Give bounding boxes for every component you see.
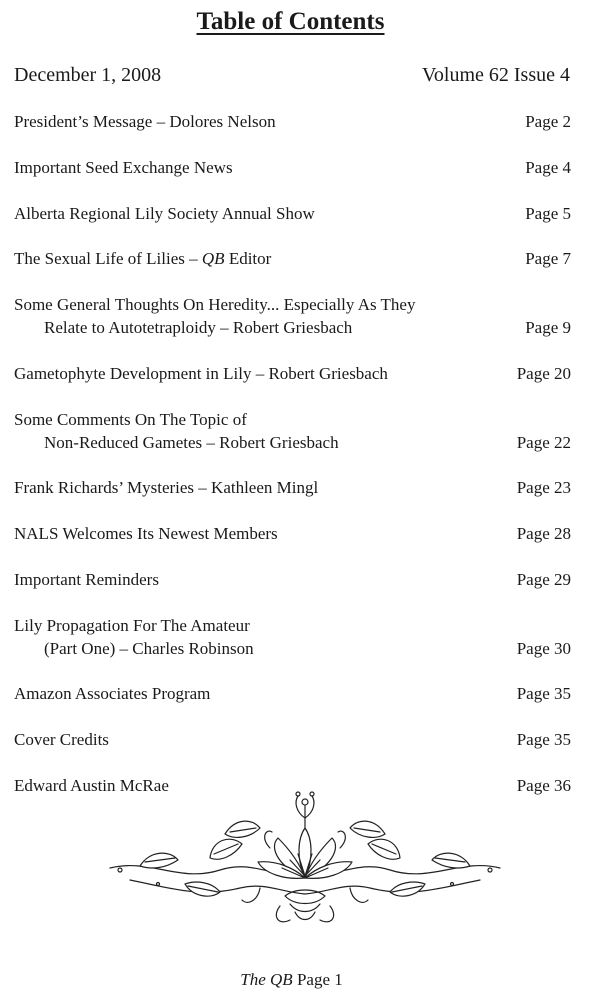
toc-entry-title: President’s Message – Dolores Nelson <box>14 112 276 131</box>
toc-entry-page: Page 20 <box>516 364 571 383</box>
toc-entry-page: Page 23 <box>516 478 571 497</box>
toc-entry-new-members[interactable] <box>14 522 571 545</box>
toc-entry-title-continued: Relate to Autotetraploidy – Robert Griesbach <box>44 318 353 337</box>
toc-entry-seed-exchange[interactable] <box>14 156 571 179</box>
toc-entry-title: Frank Richards’ Mysteries – Kathleen Mingl <box>14 478 319 497</box>
toc-entry-title-continued: Non-Reduced Gametes – Robert Griesbach <box>44 433 339 452</box>
toc-entry-page: Page 29 <box>516 570 571 589</box>
toc-entry-sexual-life-of-lilies[interactable] <box>14 247 571 270</box>
toc-entry-page: Page 28 <box>516 524 571 543</box>
toc-entry-title: Lily Propagation For The Amateur <box>14 616 250 635</box>
toc-entry-non-reduced-gametes[interactable] <box>14 408 571 454</box>
footer-publication: The QB <box>240 970 293 989</box>
toc-entry-heredity[interactable] <box>14 293 571 339</box>
toc-entry-presidents-message[interactable] <box>14 110 571 133</box>
toc-entry-title: Amazon Associates Program <box>14 684 211 703</box>
issue-volume: Volume 62 Issue 4 <box>422 64 570 86</box>
toc-entry-title: Some General Thoughts On Heredity... Especially As They <box>14 295 416 314</box>
toc-entry-title: Alberta Regional Lily Society Annual Show <box>14 204 315 223</box>
page-footer <box>0 970 583 990</box>
page-title: Table of Contents <box>196 8 385 35</box>
toc-entry-title-continued: (Part One) – Charles Robinson <box>44 639 254 658</box>
toc-entry-title: The Sexual Life of Lilies – QB Editor <box>14 249 272 268</box>
toc-entry-title: Cover Credits <box>14 730 109 749</box>
toc-entry-page: Page 35 <box>516 684 571 703</box>
floral-lily-ornament-icon <box>100 788 510 938</box>
toc-entry-title: Some Comments On The Topic of <box>14 410 247 429</box>
toc-entry-page: Page 5 <box>525 204 571 223</box>
toc-entry-page: Page 7 <box>525 249 571 268</box>
toc-entry-page: Page 9 <box>525 318 571 337</box>
toc-entry-cover-credits[interactable] <box>14 728 571 751</box>
toc-entry-page: Page 4 <box>525 158 571 177</box>
toc-entry-page: Page 2 <box>525 112 571 131</box>
toc-entry-gametophyte[interactable] <box>14 362 571 385</box>
toc-entry-title: Important Seed Exchange News <box>14 158 233 177</box>
toc-entry-title: Edward Austin McRae <box>14 776 169 795</box>
toc-entry-page: Page 35 <box>516 730 571 749</box>
toc-entry-frank-richards[interactable] <box>14 476 571 499</box>
footer-page-number: Page 1 <box>292 970 343 989</box>
toc-entry-alberta-show[interactable] <box>14 202 571 225</box>
toc-entry-title: Important Reminders <box>14 570 159 589</box>
toc-entry-lily-propagation[interactable] <box>14 614 571 660</box>
toc-entry-title: Gametophyte Development in Lily – Robert Griesbach <box>14 364 388 383</box>
toc-entry-title: NALS Welcomes Its Newest Members <box>14 524 278 543</box>
publication-name-italic: QB <box>201 249 225 268</box>
issue-date: December 1, 2008 <box>14 64 162 86</box>
toc-entry-page: Page 22 <box>516 433 571 452</box>
toc-entry-page: Page 30 <box>516 639 571 658</box>
toc-entry-page: Page 36 <box>516 776 571 795</box>
toc-entry-amazon-associates[interactable] <box>14 682 571 705</box>
toc-entry-reminders[interactable] <box>14 568 571 591</box>
